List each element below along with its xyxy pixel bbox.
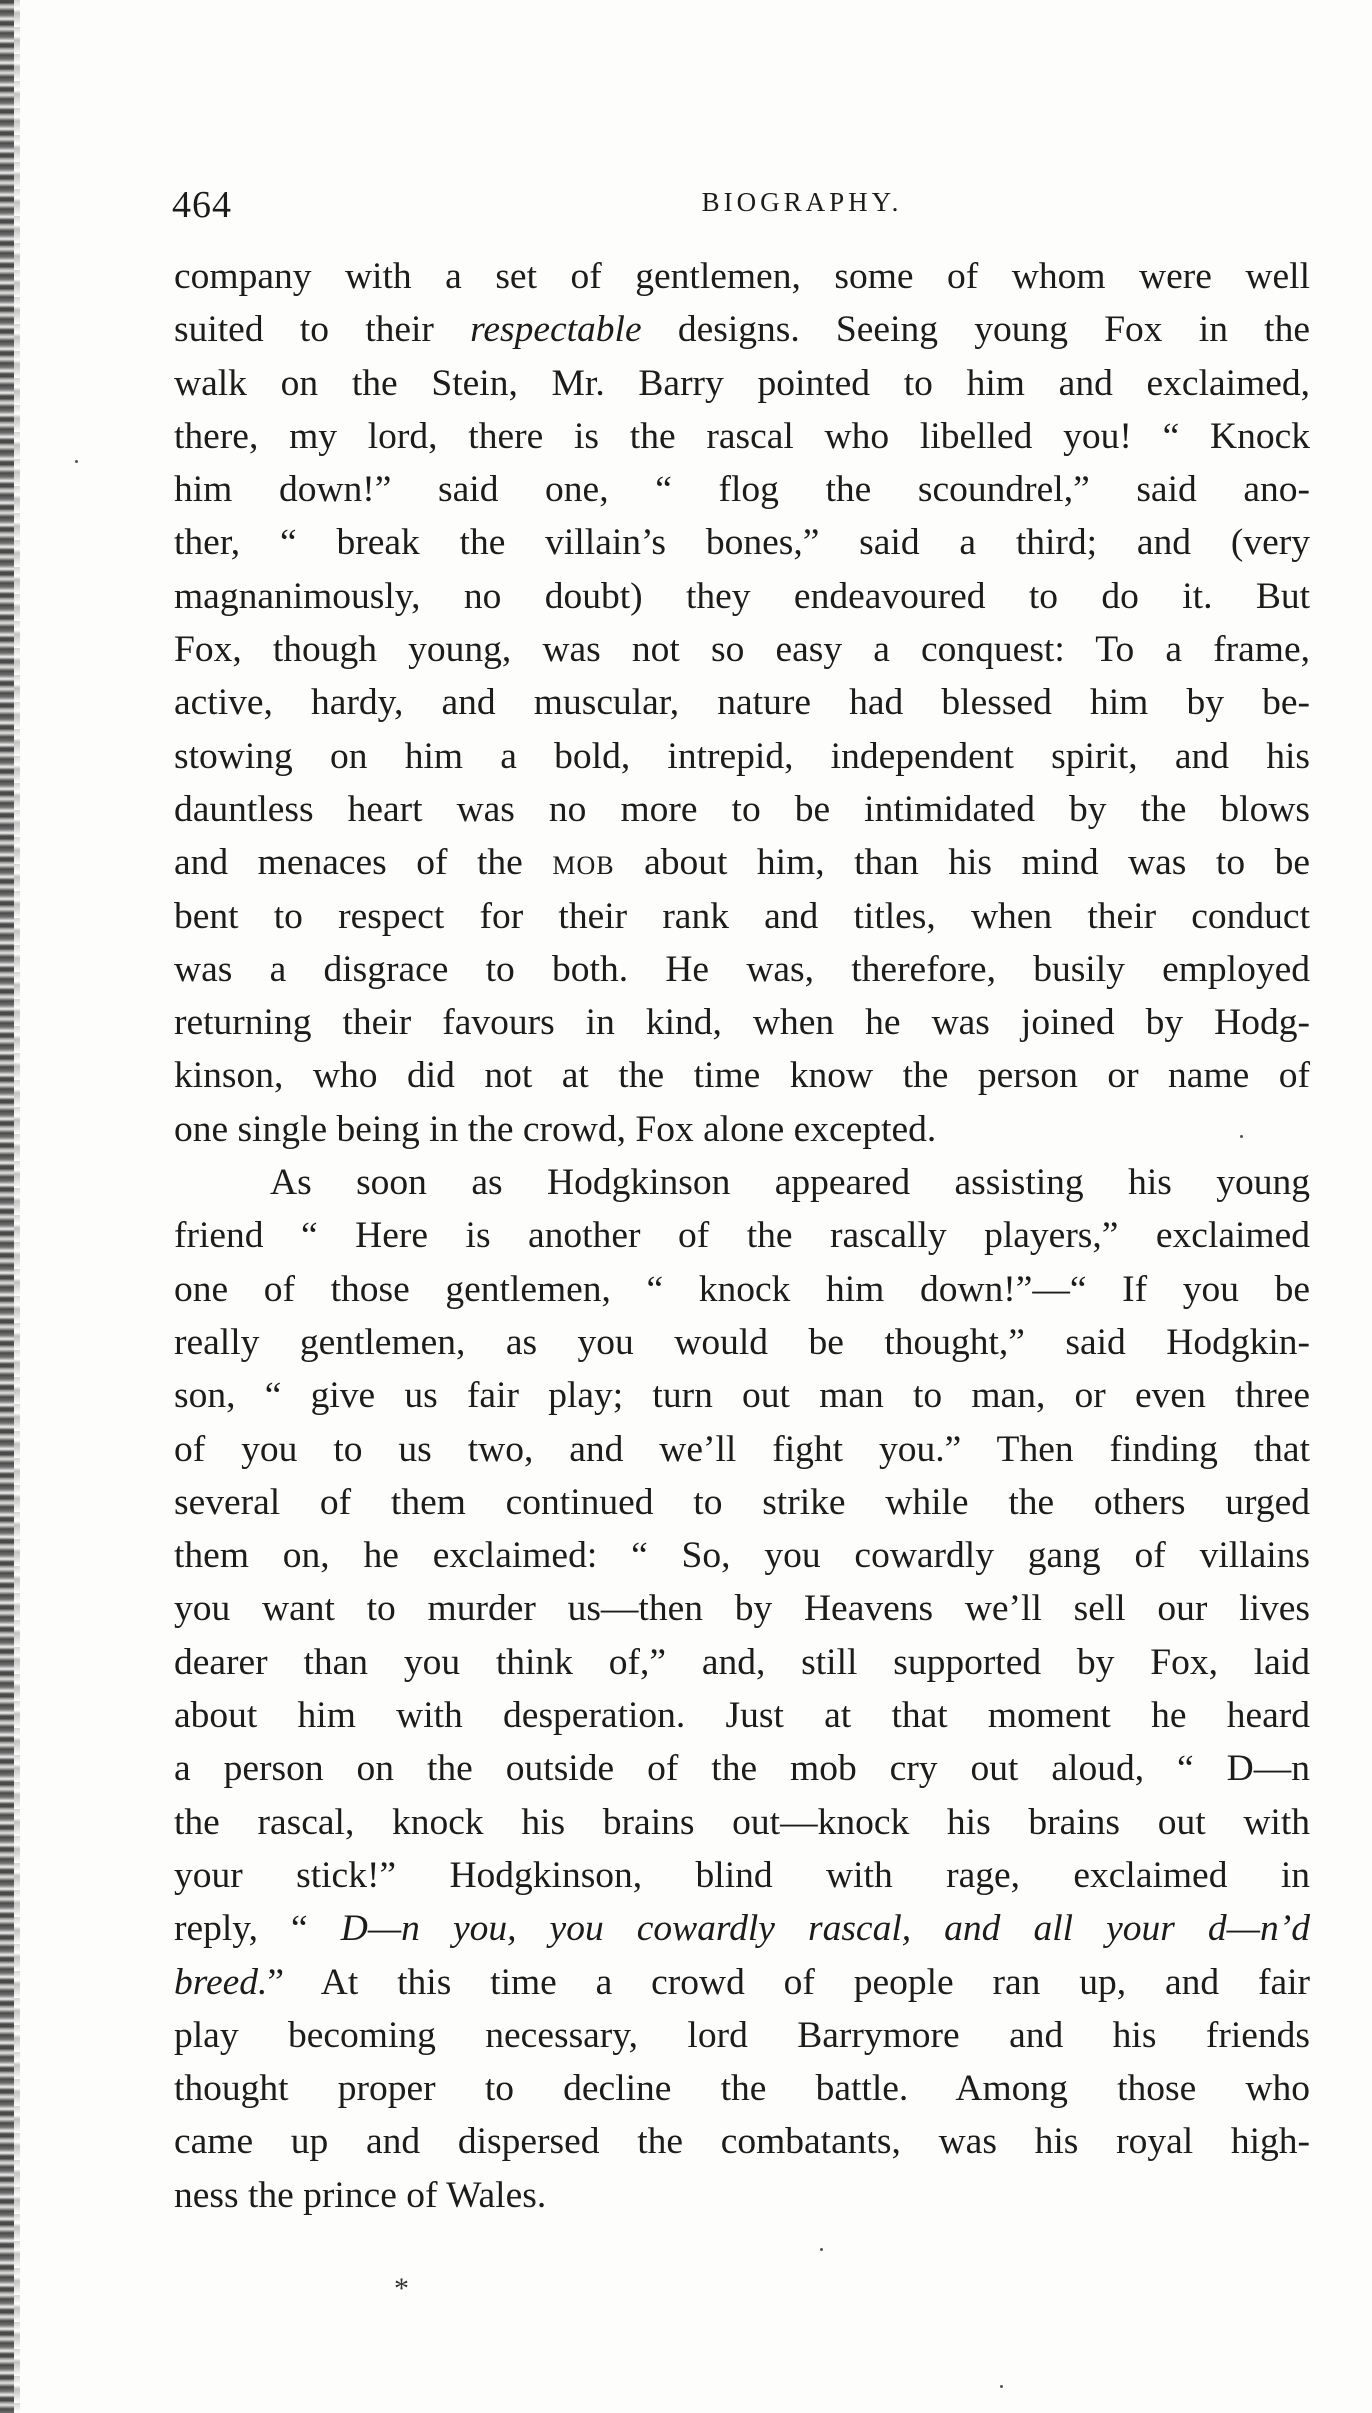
- text-line: magnanimously, no doubt) they endeavoured to do it. But: [174, 575, 1310, 617]
- paragraph-1: [174, 250, 1310, 1156]
- ink-speck: [1000, 2385, 1003, 2388]
- text-line: your stick!” Hodgkinson, blind with rage, exclaimed in: [174, 1854, 1310, 1896]
- italic-text: D—n you, you cowardly rascal, and all your d—n’d: [340, 1908, 1310, 1950]
- text-line: As soon as Hodgkinson appeared assisting his young: [270, 1162, 1310, 1204]
- text-line: [174, 1956, 1310, 2009]
- text-line: was a disgrace to both. He was, therefore, busily employed: [174, 948, 1310, 990]
- text-fragment: reply, “: [174, 1908, 341, 1950]
- italic-text: respectable: [470, 309, 642, 351]
- text-line: active, hardy, and muscular, nature had blessed him by be-: [174, 682, 1310, 724]
- text-fragment: ” At this time a crowd of people ran up, and fair: [267, 1961, 1310, 2003]
- text-line: one of those gentlemen, “ knock him down!”—“ If you be: [174, 1268, 1310, 1310]
- scan-edge-shadow: [14, 0, 20, 2413]
- text-line: dearer than you think of,” and, still supported by Fox, laid: [174, 1641, 1310, 1683]
- text-line: son, “ give us fair play; turn out man to man, or even three: [174, 1375, 1310, 1417]
- ink-speck: [820, 2248, 823, 2251]
- paragraph-2: [174, 1156, 1310, 2222]
- asterisk-mark: *: [394, 2272, 409, 2305]
- text-line: you want to murder us—then by Heavens we’ll sell our lives: [174, 1588, 1310, 1630]
- text-line: [174, 303, 1310, 356]
- scan-edge: [0, 0, 14, 2413]
- text-line: him down!” said one, “ flog the scoundrel,” said ano-: [174, 469, 1310, 511]
- text-line: friend “ Here is another of the rascally players,” exclaimed: [174, 1215, 1310, 1257]
- page-header: [172, 183, 1302, 233]
- text-line: play becoming necessary, lord Barrymore and his friends: [174, 2014, 1310, 2056]
- text-line: the rascal, knock his brains out—knock his brains out with: [174, 1801, 1310, 1843]
- body-text: [174, 250, 1310, 2222]
- text-line: bent to respect for their rank and titles, when their conduct: [174, 895, 1310, 937]
- text-line: ness the prince of Wales.: [174, 2174, 547, 2216]
- text-line: about him with desperation. Just at that moment he heard: [174, 1695, 1310, 1737]
- text-line: ther, “ break the villain’s bones,” said a third; and (very: [174, 522, 1310, 564]
- ink-speck: [1240, 1135, 1243, 1138]
- text-line: came up and dispersed the combatants, was his royal high-: [174, 2121, 1310, 2163]
- text-line: there, my lord, there is the rascal who libelled you! “ Knock: [174, 415, 1310, 457]
- text-line: stowing on him a bold, intrepid, independent spirit, and his: [174, 735, 1310, 777]
- text-line: of you to us two, and we’ll fight you.” Then finding that: [174, 1428, 1310, 1470]
- text-line: company with a set of gentlemen, some of whom were well: [174, 256, 1310, 297]
- italic-text: breed.: [174, 1961, 268, 2003]
- running-head: BIOGRAPHY.: [701, 187, 903, 217]
- small-caps-text: mob: [552, 842, 615, 884]
- text-line: dauntless heart was no more to be intimidated by the blows: [174, 788, 1310, 830]
- text-fragment: designs. Seeing young Fox in the: [641, 309, 1310, 351]
- text-line: returning their favours in kind, when he was joined by Hodg-: [174, 1002, 1310, 1044]
- text-line: kinson, who did not at the time know the person or name of: [174, 1055, 1310, 1097]
- text-line: walk on the Stein, Mr. Barry pointed to him and exclaimed,: [174, 362, 1310, 404]
- text-line: them on, he exclaimed: “ So, you cowardly gang of villains: [174, 1535, 1310, 1577]
- text-fragment: suited to their: [174, 309, 471, 351]
- text-fragment: about him, than his mind was to be: [614, 842, 1310, 884]
- ink-speck: [75, 460, 78, 463]
- text-line: several of them continued to strike while the others urged: [174, 1481, 1310, 1523]
- text-line: a person on the outside of the mob cry out aloud, “ D—n: [174, 1748, 1310, 1790]
- page-number: 464: [172, 184, 232, 226]
- text-line: one single being in the crowd, Fox alone excepted.: [174, 1108, 937, 1150]
- text-line: thought proper to decline the battle. Among those who: [174, 2068, 1310, 2110]
- text-line: Fox, though young, was not so easy a conquest: To a frame,: [174, 629, 1310, 671]
- text-line: [174, 1902, 1310, 1955]
- text-line: [174, 836, 1310, 889]
- text-line: really gentlemen, as you would be thought,” said Hodgkin-: [174, 1321, 1310, 1363]
- text-fragment: and menaces of the: [174, 842, 553, 884]
